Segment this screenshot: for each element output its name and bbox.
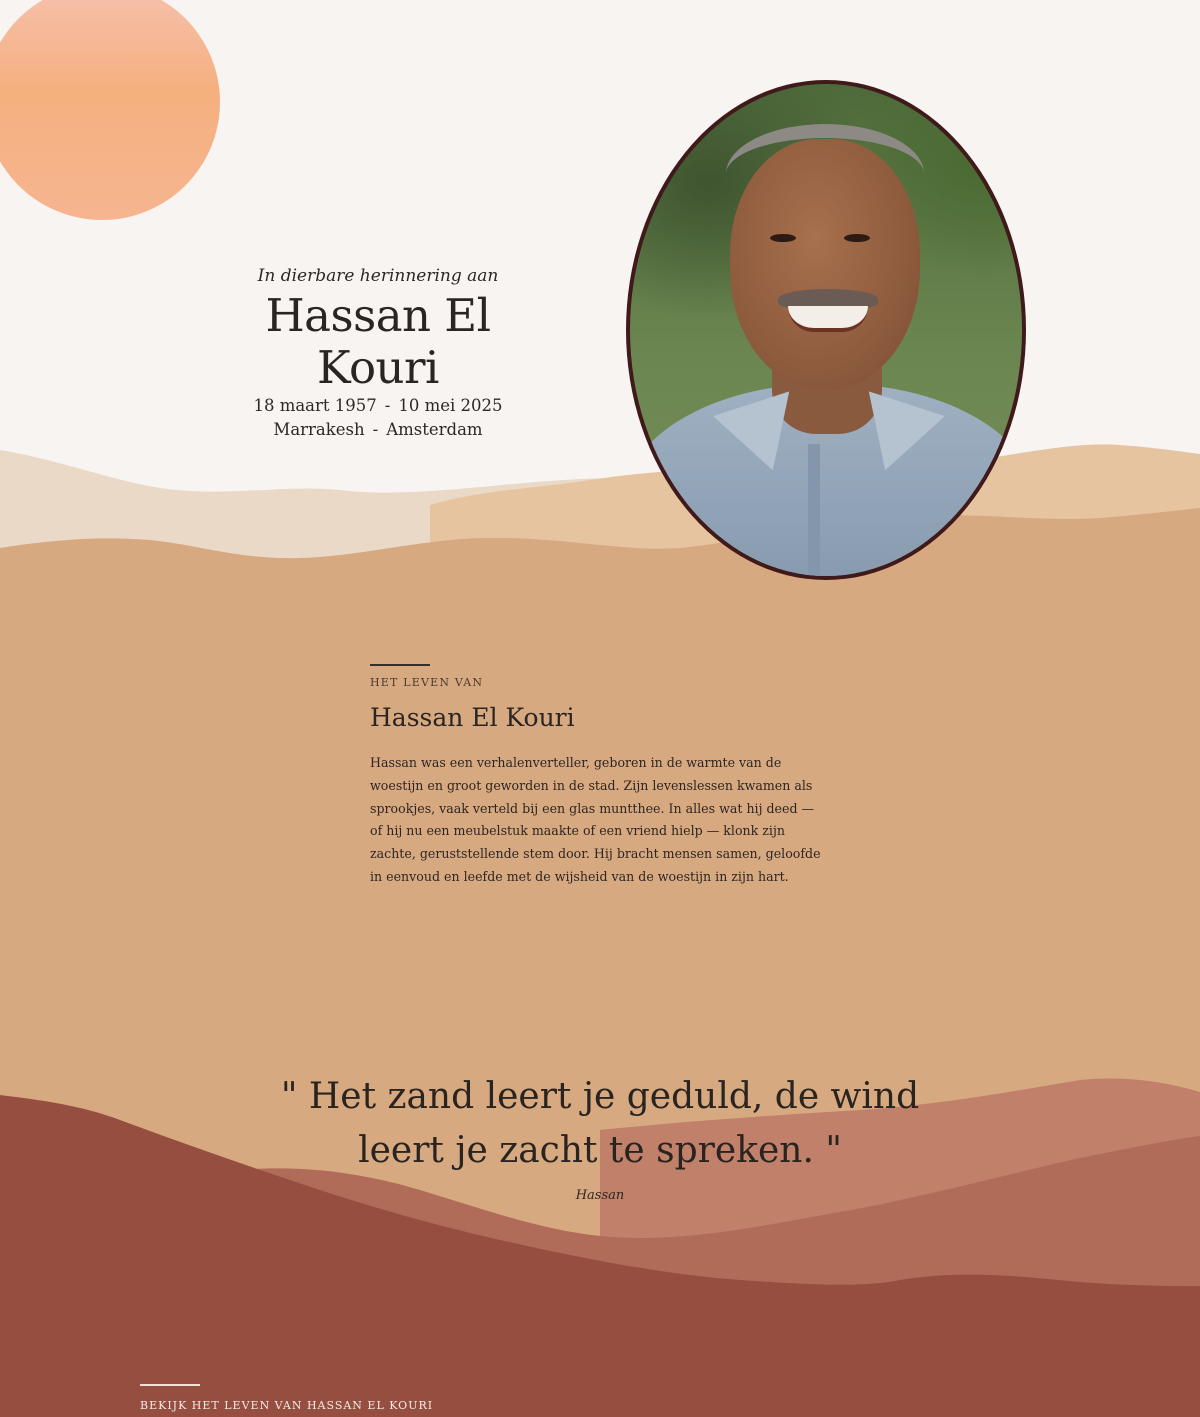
quote-text: " Het zand leert je geduld, de wind leert je zacht te spreken. " xyxy=(280,1076,920,1171)
footer xyxy=(140,1384,433,1413)
quote-author: Hassan xyxy=(575,1188,625,1203)
life-places xyxy=(200,418,556,442)
death-date: 10 mei 2025 xyxy=(398,396,503,415)
memorial-intro: In dierbare herinnering aan xyxy=(257,266,499,286)
portrait-photo xyxy=(630,84,1022,576)
deceased-name: Hassan El Kouri xyxy=(265,289,491,394)
footer-divider xyxy=(140,1384,200,1386)
hero-heading xyxy=(200,266,556,442)
view-life-link[interactable]: BEKIJK HET LEVEN VAN HASSAN EL KOURI xyxy=(140,1399,434,1412)
life-eyebrow: HET LEVEN VAN xyxy=(370,676,484,689)
life-story: Hassan was een verhalenverteller, geboren in de warmte van de woestijn en groot geworden in de stad. Zijn levenslessen kwamen als sprookjes, vaak verteld bij een glas muntthee. In alles wat hij deed — of hij nu een meubelstuk maakte of een vriend hielp — klonk zijn zachte, geruststellende stem door. Hij bracht mensen samen, geloofde in eenvoud en leefde met de wijsheid van de woestijn in zijn hart. xyxy=(370,755,821,884)
life-title: Hassan El Kouri xyxy=(370,703,575,732)
portrait-frame xyxy=(626,80,1026,580)
date-separator: - xyxy=(384,396,391,415)
birth-place: Marrakesh xyxy=(273,420,365,439)
life-dates xyxy=(200,394,556,418)
life-section xyxy=(370,664,830,889)
place-separator: - xyxy=(372,420,379,439)
quote-section xyxy=(240,1070,960,1203)
birth-date: 18 maart 1957 xyxy=(253,396,377,415)
death-place: Amsterdam xyxy=(386,420,483,439)
section-divider xyxy=(370,664,430,666)
